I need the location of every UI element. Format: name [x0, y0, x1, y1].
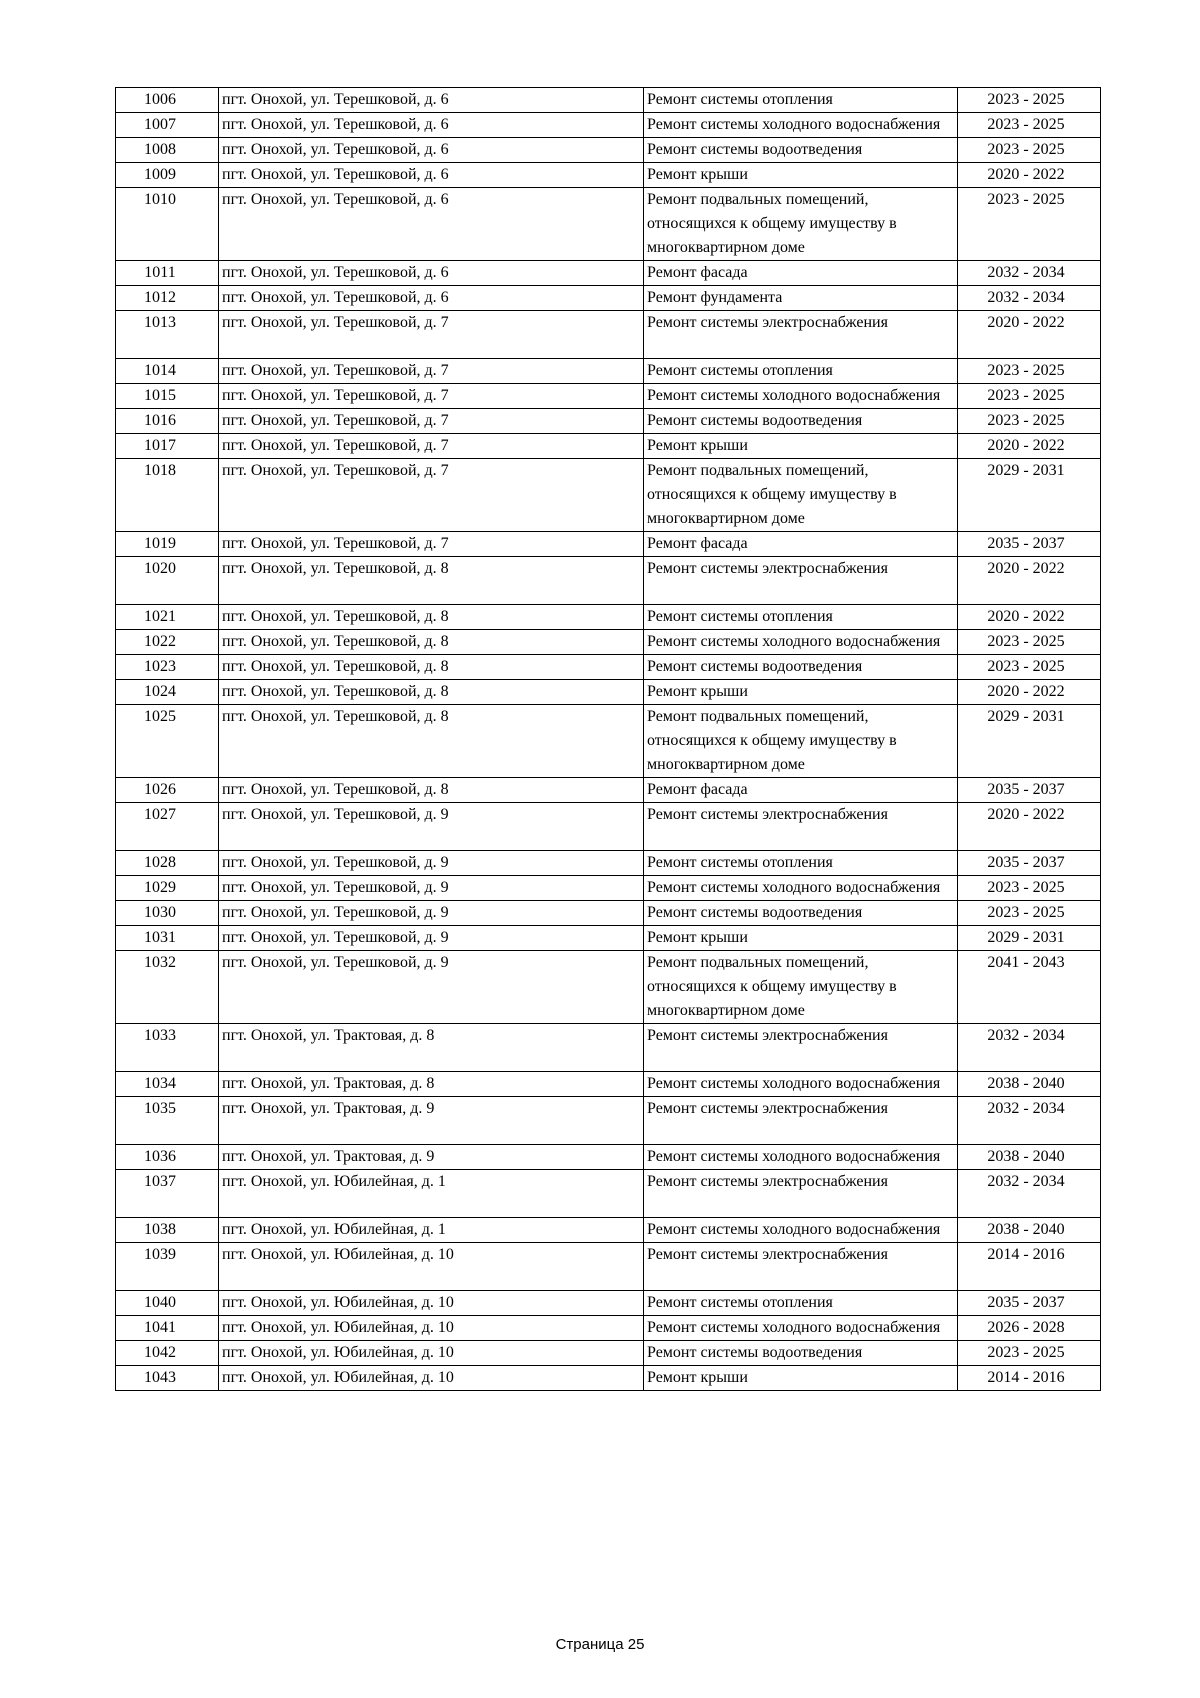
table-row: [116, 1097, 1101, 1145]
row-number: 1006: [116, 88, 219, 113]
row-work-type: Ремонт системы отопления: [644, 359, 958, 384]
row-address: пгт. Онохой, ул. Терешковой, д. 6: [219, 113, 644, 138]
table-row: [116, 605, 1101, 630]
table-row: [116, 705, 1101, 778]
table-row: [116, 1072, 1101, 1097]
table-row: [116, 113, 1101, 138]
row-address: пгт. Онохой, ул. Терешковой, д. 7: [219, 459, 644, 532]
row-address: пгт. Онохой, ул. Терешковой, д. 6: [219, 261, 644, 286]
row-number: 1036: [116, 1145, 219, 1170]
row-period: 2014 - 2016: [958, 1243, 1101, 1291]
row-number: 1034: [116, 1072, 219, 1097]
row-period: 2023 - 2025: [958, 88, 1101, 113]
row-number: 1021: [116, 605, 219, 630]
row-period: 2032 - 2034: [958, 286, 1101, 311]
row-work-type: Ремонт крыши: [644, 163, 958, 188]
row-period: 2041 - 2043: [958, 951, 1101, 1024]
row-work-type: Ремонт крыши: [644, 1366, 958, 1391]
row-work-type: Ремонт системы холодного водоснабжения: [644, 1316, 958, 1341]
table-row: [116, 434, 1101, 459]
row-address: пгт. Онохой, ул. Терешковой, д. 7: [219, 359, 644, 384]
row-work-type: Ремонт системы водоотведения: [644, 1341, 958, 1366]
table-row: [116, 88, 1101, 113]
row-period: 2026 - 2028: [958, 1316, 1101, 1341]
row-period: 2032 - 2034: [958, 261, 1101, 286]
row-period: 2020 - 2022: [958, 163, 1101, 188]
table-row: [116, 188, 1101, 261]
table-row: [116, 1145, 1101, 1170]
row-work-type: Ремонт системы электроснабжения: [644, 311, 958, 359]
row-address: пгт. Онохой, ул. Терешковой, д. 7: [219, 532, 644, 557]
table-row: [116, 1243, 1101, 1291]
table-row: [116, 261, 1101, 286]
row-work-type: Ремонт системы электроснабжения: [644, 1243, 958, 1291]
row-work-type: Ремонт системы водоотведения: [644, 655, 958, 680]
row-address: пгт. Онохой, ул. Терешковой, д. 8: [219, 557, 644, 605]
row-number: 1012: [116, 286, 219, 311]
row-address: пгт. Онохой, ул. Терешковой, д. 8: [219, 630, 644, 655]
row-number: 1037: [116, 1170, 219, 1218]
row-work-type: Ремонт системы водоотведения: [644, 138, 958, 163]
row-address: пгт. Онохой, ул. Терешковой, д. 6: [219, 188, 644, 261]
row-period: 2014 - 2016: [958, 1366, 1101, 1391]
table-row: [116, 286, 1101, 311]
row-number: 1028: [116, 851, 219, 876]
row-address: пгт. Онохой, ул. Трактовая, д. 8: [219, 1024, 644, 1072]
row-work-type: Ремонт крыши: [644, 926, 958, 951]
row-period: 2029 - 2031: [958, 459, 1101, 532]
row-number: 1033: [116, 1024, 219, 1072]
row-work-type: Ремонт системы холодного водоснабжения: [644, 1218, 958, 1243]
row-period: 2023 - 2025: [958, 630, 1101, 655]
row-work-type: Ремонт подвальных помещений, относящихся к общему имуществу в многоквартирном доме: [644, 951, 958, 1024]
row-number: 1026: [116, 778, 219, 803]
row-work-type: Ремонт подвальных помещений, относящихся к общему имуществу в многоквартирном доме: [644, 459, 958, 532]
row-number: 1019: [116, 532, 219, 557]
row-work-type: Ремонт системы холодного водоснабжения: [644, 384, 958, 409]
row-work-type: Ремонт системы водоотведения: [644, 409, 958, 434]
table-row: [116, 926, 1101, 951]
row-address: пгт. Онохой, ул. Терешковой, д. 9: [219, 851, 644, 876]
row-period: 2020 - 2022: [958, 605, 1101, 630]
row-address: пгт. Онохой, ул. Терешковой, д. 6: [219, 88, 644, 113]
table-row: [116, 1366, 1101, 1391]
table-row: [116, 1291, 1101, 1316]
row-address: пгт. Онохой, ул. Юбилейная, д. 10: [219, 1366, 644, 1391]
row-period: 2038 - 2040: [958, 1145, 1101, 1170]
row-work-type: Ремонт системы холодного водоснабжения: [644, 1072, 958, 1097]
table-row: [116, 1218, 1101, 1243]
table-row: [116, 409, 1101, 434]
row-work-type: Ремонт системы отопления: [644, 88, 958, 113]
row-number: 1032: [116, 951, 219, 1024]
row-period: 2023 - 2025: [958, 113, 1101, 138]
row-address: пгт. Онохой, ул. Терешковой, д. 7: [219, 311, 644, 359]
row-number: 1038: [116, 1218, 219, 1243]
row-number: 1040: [116, 1291, 219, 1316]
row-number: 1039: [116, 1243, 219, 1291]
repair-schedule-table: [115, 87, 1101, 1391]
row-address: пгт. Онохой, ул. Терешковой, д. 9: [219, 951, 644, 1024]
row-work-type: Ремонт системы водоотведения: [644, 901, 958, 926]
row-address: пгт. Онохой, ул. Терешковой, д. 7: [219, 409, 644, 434]
row-work-type: Ремонт системы холодного водоснабжения: [644, 113, 958, 138]
row-period: 2038 - 2040: [958, 1218, 1101, 1243]
row-period: 2023 - 2025: [958, 655, 1101, 680]
row-work-type: Ремонт фасада: [644, 778, 958, 803]
row-address: пгт. Онохой, ул. Юбилейная, д. 10: [219, 1243, 644, 1291]
row-period: 2023 - 2025: [958, 188, 1101, 261]
row-address: пгт. Онохой, ул. Трактовая, д. 9: [219, 1097, 644, 1145]
row-address: пгт. Онохой, ул. Юбилейная, д. 1: [219, 1218, 644, 1243]
row-address: пгт. Онохой, ул. Терешковой, д. 9: [219, 901, 644, 926]
row-number: 1035: [116, 1097, 219, 1145]
row-period: 2035 - 2037: [958, 851, 1101, 876]
row-number: 1008: [116, 138, 219, 163]
row-address: пгт. Онохой, ул. Юбилейная, д. 10: [219, 1291, 644, 1316]
row-address: пгт. Онохой, ул. Терешковой, д. 9: [219, 876, 644, 901]
row-address: пгт. Онохой, ул. Терешковой, д. 6: [219, 138, 644, 163]
row-period: 2023 - 2025: [958, 384, 1101, 409]
row-period: 2020 - 2022: [958, 434, 1101, 459]
row-address: пгт. Онохой, ул. Терешковой, д. 8: [219, 655, 644, 680]
row-address: пгт. Онохой, ул. Терешковой, д. 6: [219, 163, 644, 188]
row-period: 2029 - 2031: [958, 926, 1101, 951]
row-period: 2023 - 2025: [958, 409, 1101, 434]
row-number: 1011: [116, 261, 219, 286]
table-row: [116, 532, 1101, 557]
row-work-type: Ремонт системы отопления: [644, 1291, 958, 1316]
row-work-type: Ремонт системы отопления: [644, 851, 958, 876]
row-address: пгт. Онохой, ул. Терешковой, д. 7: [219, 434, 644, 459]
row-work-type: Ремонт подвальных помещений, относящихся к общему имуществу в многоквартирном доме: [644, 705, 958, 778]
table-row: [116, 163, 1101, 188]
row-period: 2020 - 2022: [958, 680, 1101, 705]
row-number: 1016: [116, 409, 219, 434]
table-row: [116, 876, 1101, 901]
row-period: 2020 - 2022: [958, 311, 1101, 359]
row-address: пгт. Онохой, ул. Юбилейная, д. 10: [219, 1316, 644, 1341]
row-work-type: Ремонт фасада: [644, 261, 958, 286]
row-number: 1007: [116, 113, 219, 138]
table-row: [116, 1341, 1101, 1366]
row-number: 1018: [116, 459, 219, 532]
table-row: [116, 311, 1101, 359]
row-number: 1023: [116, 655, 219, 680]
row-work-type: Ремонт системы холодного водоснабжения: [644, 876, 958, 901]
row-number: 1043: [116, 1366, 219, 1391]
row-number: 1015: [116, 384, 219, 409]
row-period: 2035 - 2037: [958, 1291, 1101, 1316]
row-period: 2038 - 2040: [958, 1072, 1101, 1097]
table-body: [116, 88, 1101, 1391]
row-work-type: Ремонт системы электроснабжения: [644, 1024, 958, 1072]
table-row: [116, 459, 1101, 532]
row-work-type: Ремонт подвальных помещений, относящихся к общему имуществу в многоквартирном доме: [644, 188, 958, 261]
row-address: пгт. Онохой, ул. Трактовая, д. 9: [219, 1145, 644, 1170]
row-address: пгт. Онохой, ул. Терешковой, д. 8: [219, 680, 644, 705]
table-row: [116, 1316, 1101, 1341]
row-work-type: Ремонт системы электроснабжения: [644, 1170, 958, 1218]
row-number: 1029: [116, 876, 219, 901]
row-work-type: Ремонт системы холодного водоснабжения: [644, 630, 958, 655]
row-address: пгт. Онохой, ул. Юбилейная, д. 1: [219, 1170, 644, 1218]
page-number: Страница 25: [555, 1636, 645, 1653]
row-period: 2032 - 2034: [958, 1024, 1101, 1072]
row-work-type: Ремонт системы электроснабжения: [644, 1097, 958, 1145]
table-row: [116, 359, 1101, 384]
row-address: пгт. Онохой, ул. Терешковой, д. 8: [219, 705, 644, 778]
table-row: [116, 901, 1101, 926]
row-work-type: Ремонт фундамента: [644, 286, 958, 311]
table-row: [116, 778, 1101, 803]
row-number: 1024: [116, 680, 219, 705]
row-period: 2035 - 2037: [958, 532, 1101, 557]
row-number: 1014: [116, 359, 219, 384]
row-period: 2032 - 2034: [958, 1170, 1101, 1218]
row-number: 1013: [116, 311, 219, 359]
row-address: пгт. Онохой, ул. Терешковой, д. 9: [219, 926, 644, 951]
row-number: 1027: [116, 803, 219, 851]
row-work-type: Ремонт крыши: [644, 680, 958, 705]
row-address: пгт. Онохой, ул. Терешковой, д. 8: [219, 778, 644, 803]
row-number: 1020: [116, 557, 219, 605]
row-period: 2023 - 2025: [958, 1341, 1101, 1366]
table-row: [116, 680, 1101, 705]
row-number: 1017: [116, 434, 219, 459]
row-work-type: Ремонт системы электроснабжения: [644, 803, 958, 851]
row-work-type: Ремонт системы электроснабжения: [644, 557, 958, 605]
row-period: 2035 - 2037: [958, 778, 1101, 803]
table-row: [116, 851, 1101, 876]
row-number: 1025: [116, 705, 219, 778]
row-address: пгт. Онохой, ул. Терешковой, д. 6: [219, 286, 644, 311]
row-period: 2023 - 2025: [958, 359, 1101, 384]
row-address: пгт. Онохой, ул. Терешковой, д. 7: [219, 384, 644, 409]
table-row: [116, 630, 1101, 655]
row-period: 2023 - 2025: [958, 901, 1101, 926]
table-row: [116, 557, 1101, 605]
row-period: 2023 - 2025: [958, 138, 1101, 163]
table-row: [116, 951, 1101, 1024]
row-number: 1031: [116, 926, 219, 951]
row-work-type: Ремонт фасада: [644, 532, 958, 557]
row-work-type: Ремонт системы холодного водоснабжения: [644, 1145, 958, 1170]
row-period: 2029 - 2031: [958, 705, 1101, 778]
row-period: 2020 - 2022: [958, 557, 1101, 605]
row-address: пгт. Онохой, ул. Терешковой, д. 9: [219, 803, 644, 851]
row-work-type: Ремонт крыши: [644, 434, 958, 459]
table-row: [116, 1024, 1101, 1072]
row-number: 1009: [116, 163, 219, 188]
row-address: пгт. Онохой, ул. Юбилейная, д. 10: [219, 1341, 644, 1366]
row-period: 2032 - 2034: [958, 1097, 1101, 1145]
table-row: [116, 655, 1101, 680]
row-address: пгт. Онохой, ул. Трактовая, д. 8: [219, 1072, 644, 1097]
table-row: [116, 138, 1101, 163]
row-number: 1042: [116, 1341, 219, 1366]
row-address: пгт. Онохой, ул. Терешковой, д. 8: [219, 605, 644, 630]
table-row: [116, 384, 1101, 409]
row-work-type: Ремонт системы отопления: [644, 605, 958, 630]
table-row: [116, 803, 1101, 851]
row-number: 1030: [116, 901, 219, 926]
table-row: [116, 1170, 1101, 1218]
row-period: 2020 - 2022: [958, 803, 1101, 851]
row-period: 2023 - 2025: [958, 876, 1101, 901]
row-number: 1022: [116, 630, 219, 655]
row-number: 1041: [116, 1316, 219, 1341]
row-number: 1010: [116, 188, 219, 261]
